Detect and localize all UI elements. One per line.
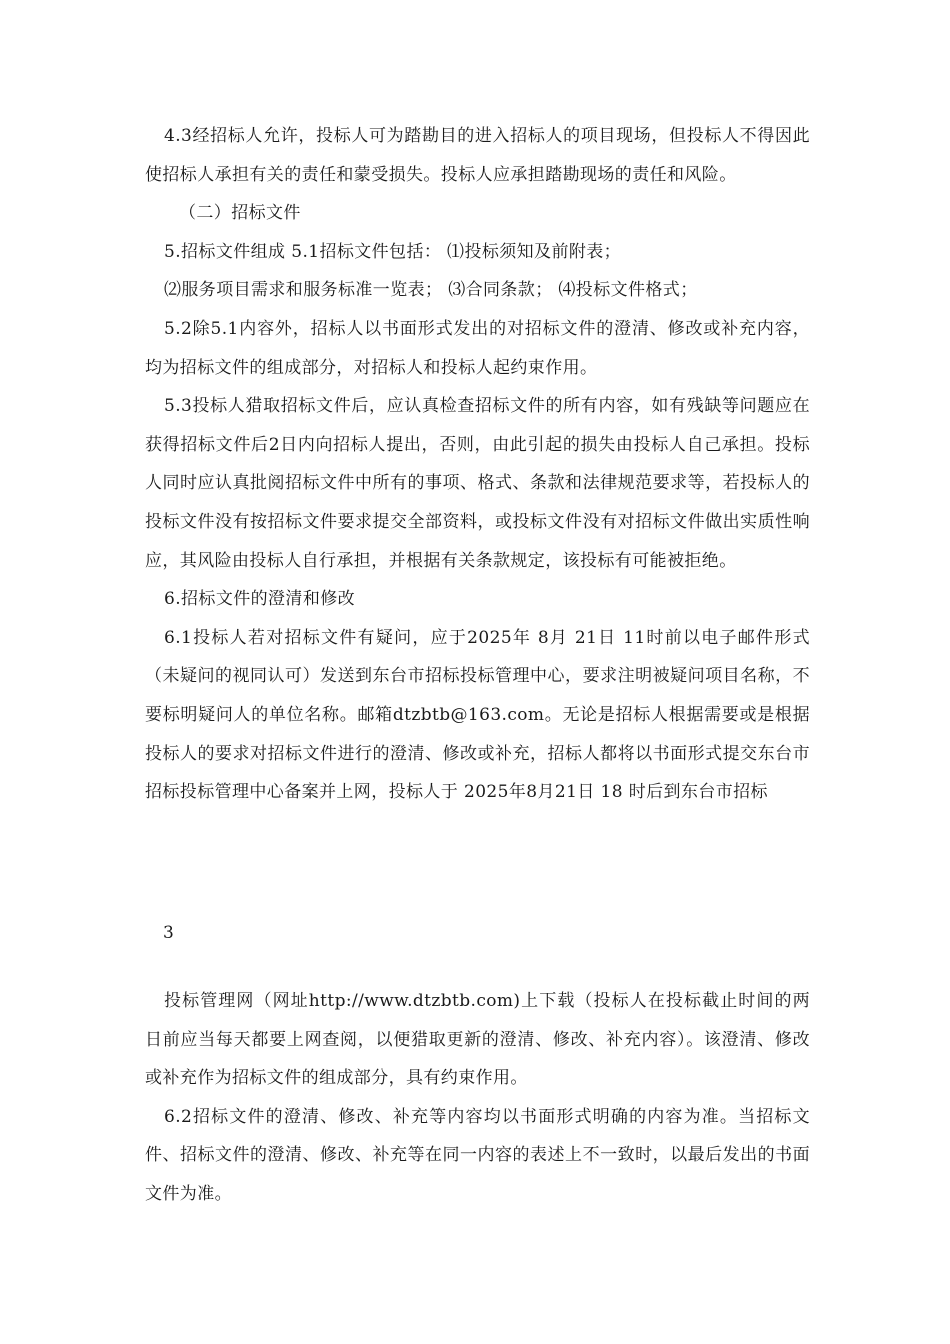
- paragraph-5-1-items: ⑵服务项目需求和服务标准一览表； ⑶合同条款； ⑷投标文件格式；: [164, 280, 698, 301]
- paragraph-4-3: 4.3经招标人允许，投标人可为踏勘目的进入招标人的项目现场，但投标人不得因此使招标人承担有关的责任和蒙受损失。投标人应承担踏勘现场的责任和风险。: [145, 126, 810, 185]
- paragraph-5-2: 5.2除5.1内容外，招标人以书面形式发出的对招标文件的澄清、修改或补充内容，均为招标文件的组成部分，对招标人和投标人起约束作用。: [145, 318, 810, 378]
- paragraph-6-1: 6.1投标人若对招标文件有疑问，应于2025年 8月 21日 11时前以电子邮件形式（未疑问的视同认可）发送到东台市招标投标管理中心，要求注明被疑问项目名称，不要标明疑问人的单位名称。邮箱dtzbtb@163.com。无论是招标人根据需要或是根据投标人的要求对招标文件进行的澄清、修改或补充，招标人都将以书面形式提交东台市招标投标管理中心备案并上网，投标人于 2025年8月21日 18 时后到东台市招标: [145, 627, 810, 803]
- paragraph-6-heading: 6.招标文件的澄清和修改: [164, 589, 356, 610]
- paragraph-6-1-continued: 投标管理网（网址http://www.dtzbtb.com)上下载（投标人在投标截止时间的两日前应当每天都要上网查阅，以便猎取更新的澄清、修改、补充内容）。该澄清、修改或补充作为招标文件的组成部分，具有约束作用。: [145, 991, 810, 1089]
- paragraph-5-composition: 5.招标文件组成 5.1招标文件包括： ⑴投标须知及前附表；: [164, 241, 622, 262]
- paragraph-5-3: 5.3投标人猎取招标文件后，应认真检查招标文件的所有内容，如有残缺等问题应在获得招标文件后2日内向招标人提出，否则，由此引起的损失由投标人自己承担。投标人同时应认真批阅招标文件中所有的事项、格式、条款和法律规范要求等，若投标人的投标文件没有按招标文件要求提交全部资料，或投标文件没有对招标文件做出实质性响应，其风险由投标人自行承担，并根据有关条款规定，该投标有可能被拒绝。: [145, 396, 810, 571]
- section-heading-tender-documents: （二）招标文件: [179, 203, 301, 224]
- text-block-lower: [145, 982, 810, 1214]
- page-number: 3: [163, 923, 174, 943]
- text-block-upper: [145, 117, 810, 812]
- paragraph-6-2: 6.2招标文件的澄清、修改、补充等内容均以书面形式明确的内容为准。当招标文件、招标文件的澄清、修改、补充等在同一内容的表述上不一致时，以最后发出的书面文件为准。: [145, 1106, 810, 1204]
